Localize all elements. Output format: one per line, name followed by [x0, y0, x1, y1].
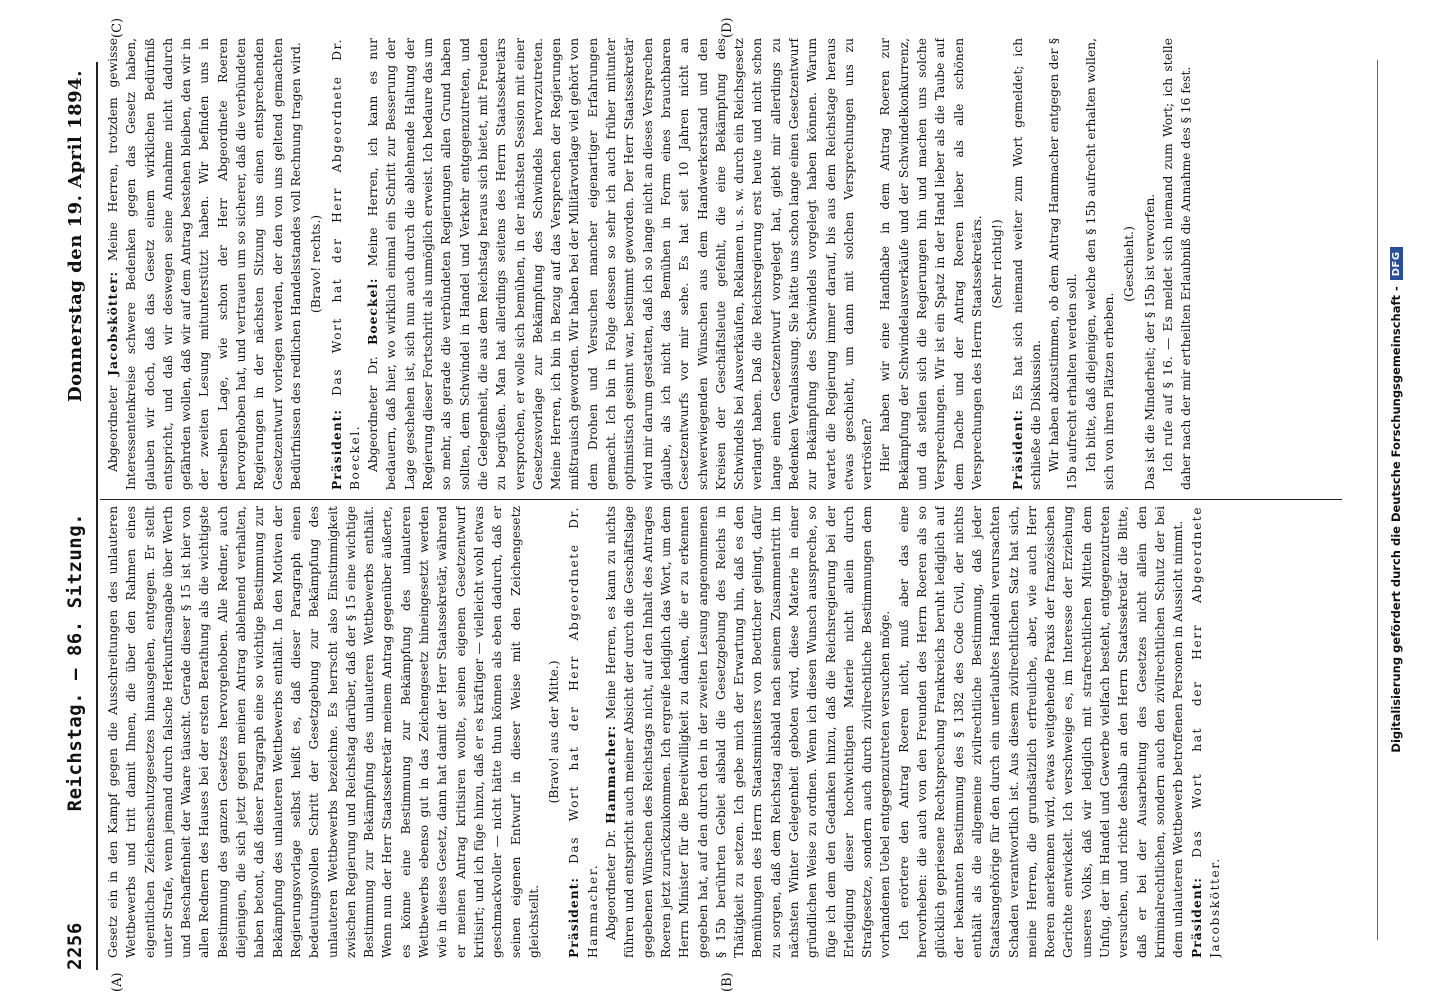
- margin-marker-d: (D): [720, 17, 735, 38]
- paragraph: Ich rufe auf § 16. — Es meldet sich niemand zum Wort; ich stelle daher nach der mir ertheilten Erlaubniß die Annahme des § 16 fest.: [1160, 38, 1194, 490]
- speaker-block: [104, 38, 305, 490]
- paragraph: Wir haben abzustimmen, ob dem Antrag Hammacher entgegen der § 15b aufrecht erhalten werden soll.: [1047, 38, 1080, 490]
- speaker-block: [328, 38, 365, 490]
- left-column: [104, 506, 1346, 958]
- paragraph: Ich bitte, daß diejenigen, welche den § 15b aufrecht erhalten wollen, sich von ihren Plätzen erheben.: [1083, 38, 1117, 490]
- dfg-logo: DFG: [1390, 247, 1403, 280]
- speaker-label: Boeckel:: [365, 277, 381, 346]
- margin-marker-c: (C): [110, 17, 125, 38]
- interjection: (Bravo! aus der Mitte.): [547, 660, 562, 804]
- digitization-footer: [1380, 60, 1412, 940]
- interjection: (Sehr richtig!): [990, 219, 1005, 309]
- speech-text: Meine Herren, es kann zu nichts führen und entspricht auch meiner Absicht der durch die Geschäftslage gegebenen Wünschen des Reichstags nicht, auf den Inhalt des Antrages Roeren jetzt zurückzukommen. Ich ergreife lediglich das Wort, um dem Herrn Minister für die Bereitwilligkeit zu danken, die er zu erkennen gegeben hat, auf den durch den in der zweiten Lesung angenommenen § 15b berührten Gebiet alsbald die Gesetzgebung des Reichs in Thätigkeit zu setzen. Ich gebe mich der Erwartung hin, daß es den Bemühungen des Herrn Staatsministers von Boetticher gelingt, dafür zu sorgen, daß dem Reichstag alsbald nach seinem Zusammentritt im nächsten Winter Gelegenheit geboten wird, diese Materie in einer gründlichen Weise zu ordnen. Wenn ich diesen Wunsch ausspreche, so füge ich dem den Gedanken hinzu, daß die Reichsregierung bei der Erledigung dieser hochwichtigen Materie nicht allein durch Strafgesetze, sondern auch durch zivilrechtliche Bestimmungen dem vorhandenen Uebel entgegenzutreten versuchen möge.: [604, 506, 893, 958]
- speaker-text: Es hat sich niemand weiter zum Wort gemeldet; ich schließe die Diskussion.: [1010, 38, 1043, 490]
- speaker-intro: Abgeordneter: [106, 385, 120, 472]
- speaker-intro: Abgeordneter Dr.: [604, 829, 619, 940]
- speaker-label: Präsident:: [1188, 877, 1204, 958]
- speaker-text: Das Wort hat der Herr Abgeordnete Jacobskötter.: [1189, 506, 1222, 958]
- margin-marker-b: (B): [720, 972, 735, 992]
- paragraph: Das ist die Minderheit; der § 15b ist verworfen.: [1142, 193, 1157, 490]
- speaker-intro: Abgeordneter Dr.: [366, 356, 381, 472]
- margin-marker-a: (A): [110, 972, 125, 992]
- paragraph: Hier haben wir eine Handhabe in dem Antrag Roeren zur Bekämpfung der Schwindelausverkäufe und der Schwindelkonkurrenz, und da stellen sich die Regierungen hin und machen uns solche Versprechungen. Wir ist ein Spatz in der Hand lieber als die Taube auf dem Dache und der Antrag Roeren lieber als alle schönen Versprechungen des Herrn Staatssekretärs.: [878, 38, 984, 490]
- speaker-text: Das Wort hat der Herr Abgeordnete Dr. Hammacher.: [567, 506, 600, 958]
- page-header: [58, 70, 92, 970]
- speaker-label: Präsident:: [328, 409, 344, 490]
- speaker-block: [364, 38, 876, 490]
- speaker-block: [602, 506, 895, 958]
- speaker-label: Jacobskötter:: [105, 270, 120, 376]
- right-column: [104, 38, 1346, 490]
- paragraph: Gesetz ein in den Kampf gegen die Ausschreitungen des unlauteren Wettbewerbs und tritt damit Ihnen, die über den Rahmen eines eigentlichen Zeichenschutzgesetzes hinausgehen, entgegen. Er stellt unter Strafe, wenn jemand durch falsche Herkunftsangabe über Werth und Beschaffenheit der Waare täuscht. Gerade dieser § 15 ist hier von allen Rednern des Hauses bei der ersten Berathung als die wichtigste Bestimmung des ganzen Gesetzes hervorgehoben. Alle Redner, auch diejenigen, die sich jetzt gegen meinen Antrag ablehnend verhalten, haben betont, daß dieser Paragraph eine so wichtige Bestimmung zur Bekämpfung des unlauteren Wettbewerbs enthält. In den Motiven der Regierungsvorlage selbst heißt es, daß dieser Paragraph einen bedeutungsvollen Schritt der Gesetzgebung zur Bekämpfung des unlauteren Wettbewerbs bezeichne. Es herrscht also Einstimmigkeit zwischen Regierung und Reichstag darüber, daß der § 15 eine wichtige Bestimmung zur Bekämpfung des unlauteren Wettbewerbs enthält. Wenn nun der Herr Staatssekretär meinem Antrag gegenüber äußerte, es könne eine Bestimmung zur Bekämpfung des unlauteren Wettbewerbs ebenso gut in das Zeichengesetz hineingesetzt werden wie in dieses Gesetz, dann hat damit der Herr Staatssekretär, während er meinen Antrag kritisiren wollte, seinen eigenen Gesetzentwurf kritisirt; und ich füge hinzu, daß er es kräftiger — vielleicht wohl etwas geschmackvoller — nicht hätte thun können als eben dadurch, daß er seinen eigenen Entwurf in dieser Weise mit den Zeichengesetz gleichstellt.: [106, 506, 541, 958]
- interjection: (Geschieht.): [1122, 226, 1137, 302]
- page-number: 2256: [64, 922, 86, 970]
- speaker-block: [1188, 506, 1225, 958]
- running-title: Reichstag. — 86. Sitzung.: [64, 512, 86, 812]
- speaker-block: [565, 506, 602, 958]
- speaker-block: [1009, 38, 1046, 490]
- speaker-label: Präsident:: [566, 877, 582, 958]
- interjection: (Bravo! rechts.): [309, 214, 324, 314]
- session-date: Donnerstag den 19. April 1894.: [64, 70, 86, 403]
- speech-text: Meine Herren, trotzdem gewisse Interessentenkreise schwere Bedenken gegen das Gesetz haben, glauben wir doch, daß das Gesetz einem wirklichen Bedürfniß entspricht, und daß wir deswegen seine Annahme nicht dadurch gefährden wollen, daß wir auf dem Antrag bestehen bleiben, den wir in der zweiten Lesung mitunterstützt haben. Wir befinden uns in derselben Lage, wie schon der Herr Abgeordnete Roeren hervorgehoben hat, und vertrauen um so sicherer, daß die verbündeten Regierungen in der nächsten Sitzung uns einen entsprechenden Gesetzentwurf vorlegen werden, der den von uns geltend gemachten Bedürfnissen des redlichen Handelsstandes voll Rechnung tragen wird.: [106, 38, 303, 490]
- speaker-text: Das Wort hat der Herr Abgeordnete Dr. Boeckel.: [329, 38, 362, 490]
- header-rule: [96, 62, 98, 970]
- footer-rule: [1377, 60, 1378, 940]
- speaker-label: Hammacher:: [603, 724, 619, 824]
- column-divider: [100, 499, 1342, 500]
- speaker-label: Präsident:: [1009, 409, 1025, 490]
- paragraph: Ich erörtere den Antrag Roeren nicht, muß aber das eine hervorheben: die auch von den Freunden des Herrn Roeren als so glücklich gepriesene Rechtsprechung Frankreichs beruht lediglich auf der bekannten Bestimmung des § 1382 des Code Civil, der nichts enthält als die allgemeine zivilrechtliche Bestimmung, daß jeder Staatsangehörige für den durch ein unerlaubtes Handeln verursachten Schaden verantwortlich ist. Aus diesem zivilrechtlichen Satz hat sich, meine Herren, die grundsätzlich erfreuliche, aber, wie auch Herr Roeren anerkennen wird, etwas weitgehende Praxis der französischen Gerichte entwickelt. Ich verschweige es, im Interesse der Erziehung unseres Volks, daß wir lediglich mit strafrechtlichen Mitteln dem Unfug, der im Handel und Gewerbe vielfach besteht, entgegenzutreten versuchen, und richte deshalb an den Herrn Staatssekretär die Bitte, daß er bei der Ausarbeitung des Gesetzes nicht allein den kriminalrechtlichen, sondern auch den zivilrechtlichen Schutz der bei dem unlauteren Wettbewerb betroffenen Personen in Aussicht nimmt.: [896, 506, 1186, 958]
- speech-text: Meine Herren, ich kann es nur bedauern, daß hier, wo wirklich einmal ein Schritt zur Besserung der Lage geschehen ist, sich nun auch durch die ablehnende Haltung der Regierung dieser Fortschritt als unmöglich erweist. Ich bedaure das um so mehr, als gerade die verbündeten Regierungen allen Grund haben sollten, dem Schwindel in Handel und Verkehr entgegenzutreten, und die Gelegenheit, die aus dem Reichstag heraus sich bietet, mit Freuden zu begrüßen. Man hat allerdings seitens des Herrn Staatssekretärs versprochen, er wolle sich bemühen, in der nächsten Session mit einer Gesetzesvorlage zur Bekämpfung des Schwindels hervorzutreten. Meine Herren, ich bin in Bezug auf das Versprechen der Regierungen mißtrauisch geworden. Wir haben bei der Militärvorlage viel gehört von dem Drohen und Versuchen mancher eigenartiger Erfahrungen gemacht. Ich bin in Folge dessen so sehr ich auch früher mitunter optimistisch gesinnt war, bestimmt geworden. Der Herr Staatssekretär wird mir darum gestatten, daß ich so lange nicht an dieses Versprechen glaube, als ich nicht das Bemühen in Form eines brauchbaren Gesetzentwurfs vor mir sehe. Es hat seit 10 Jahren nicht an schwerwiegenden Wünschen aus dem Handwerkerstand und den Kreisen der Geschäftsleute gefehlt, die eine Bekämpfung des Schwindels bei Ausverkäufen, Reklamen u. s. w. durch ein Reichsgesetz verlangt haben. Daß die Reichsregierung erst heute und nicht schon lange einen Gesetzentwurf vorgelegt hat, giebt mir allerdings zu Bedenken Veranlassung. Sie hätte uns schon lange einen Gesetzentwurf zur Bekämpfung des Schwindels vorgelegt haben können. Warum wartet die Regierung immer darauf, bis aus dem Reichstage heraus etwas geschieht, um dann mit solchen Versprechungen uns zu vertrösten?: [366, 38, 875, 490]
- footer-text: Digitalisierung gefördert durch die Deutsche Forschungsgemeinschaft -: [1389, 286, 1403, 753]
